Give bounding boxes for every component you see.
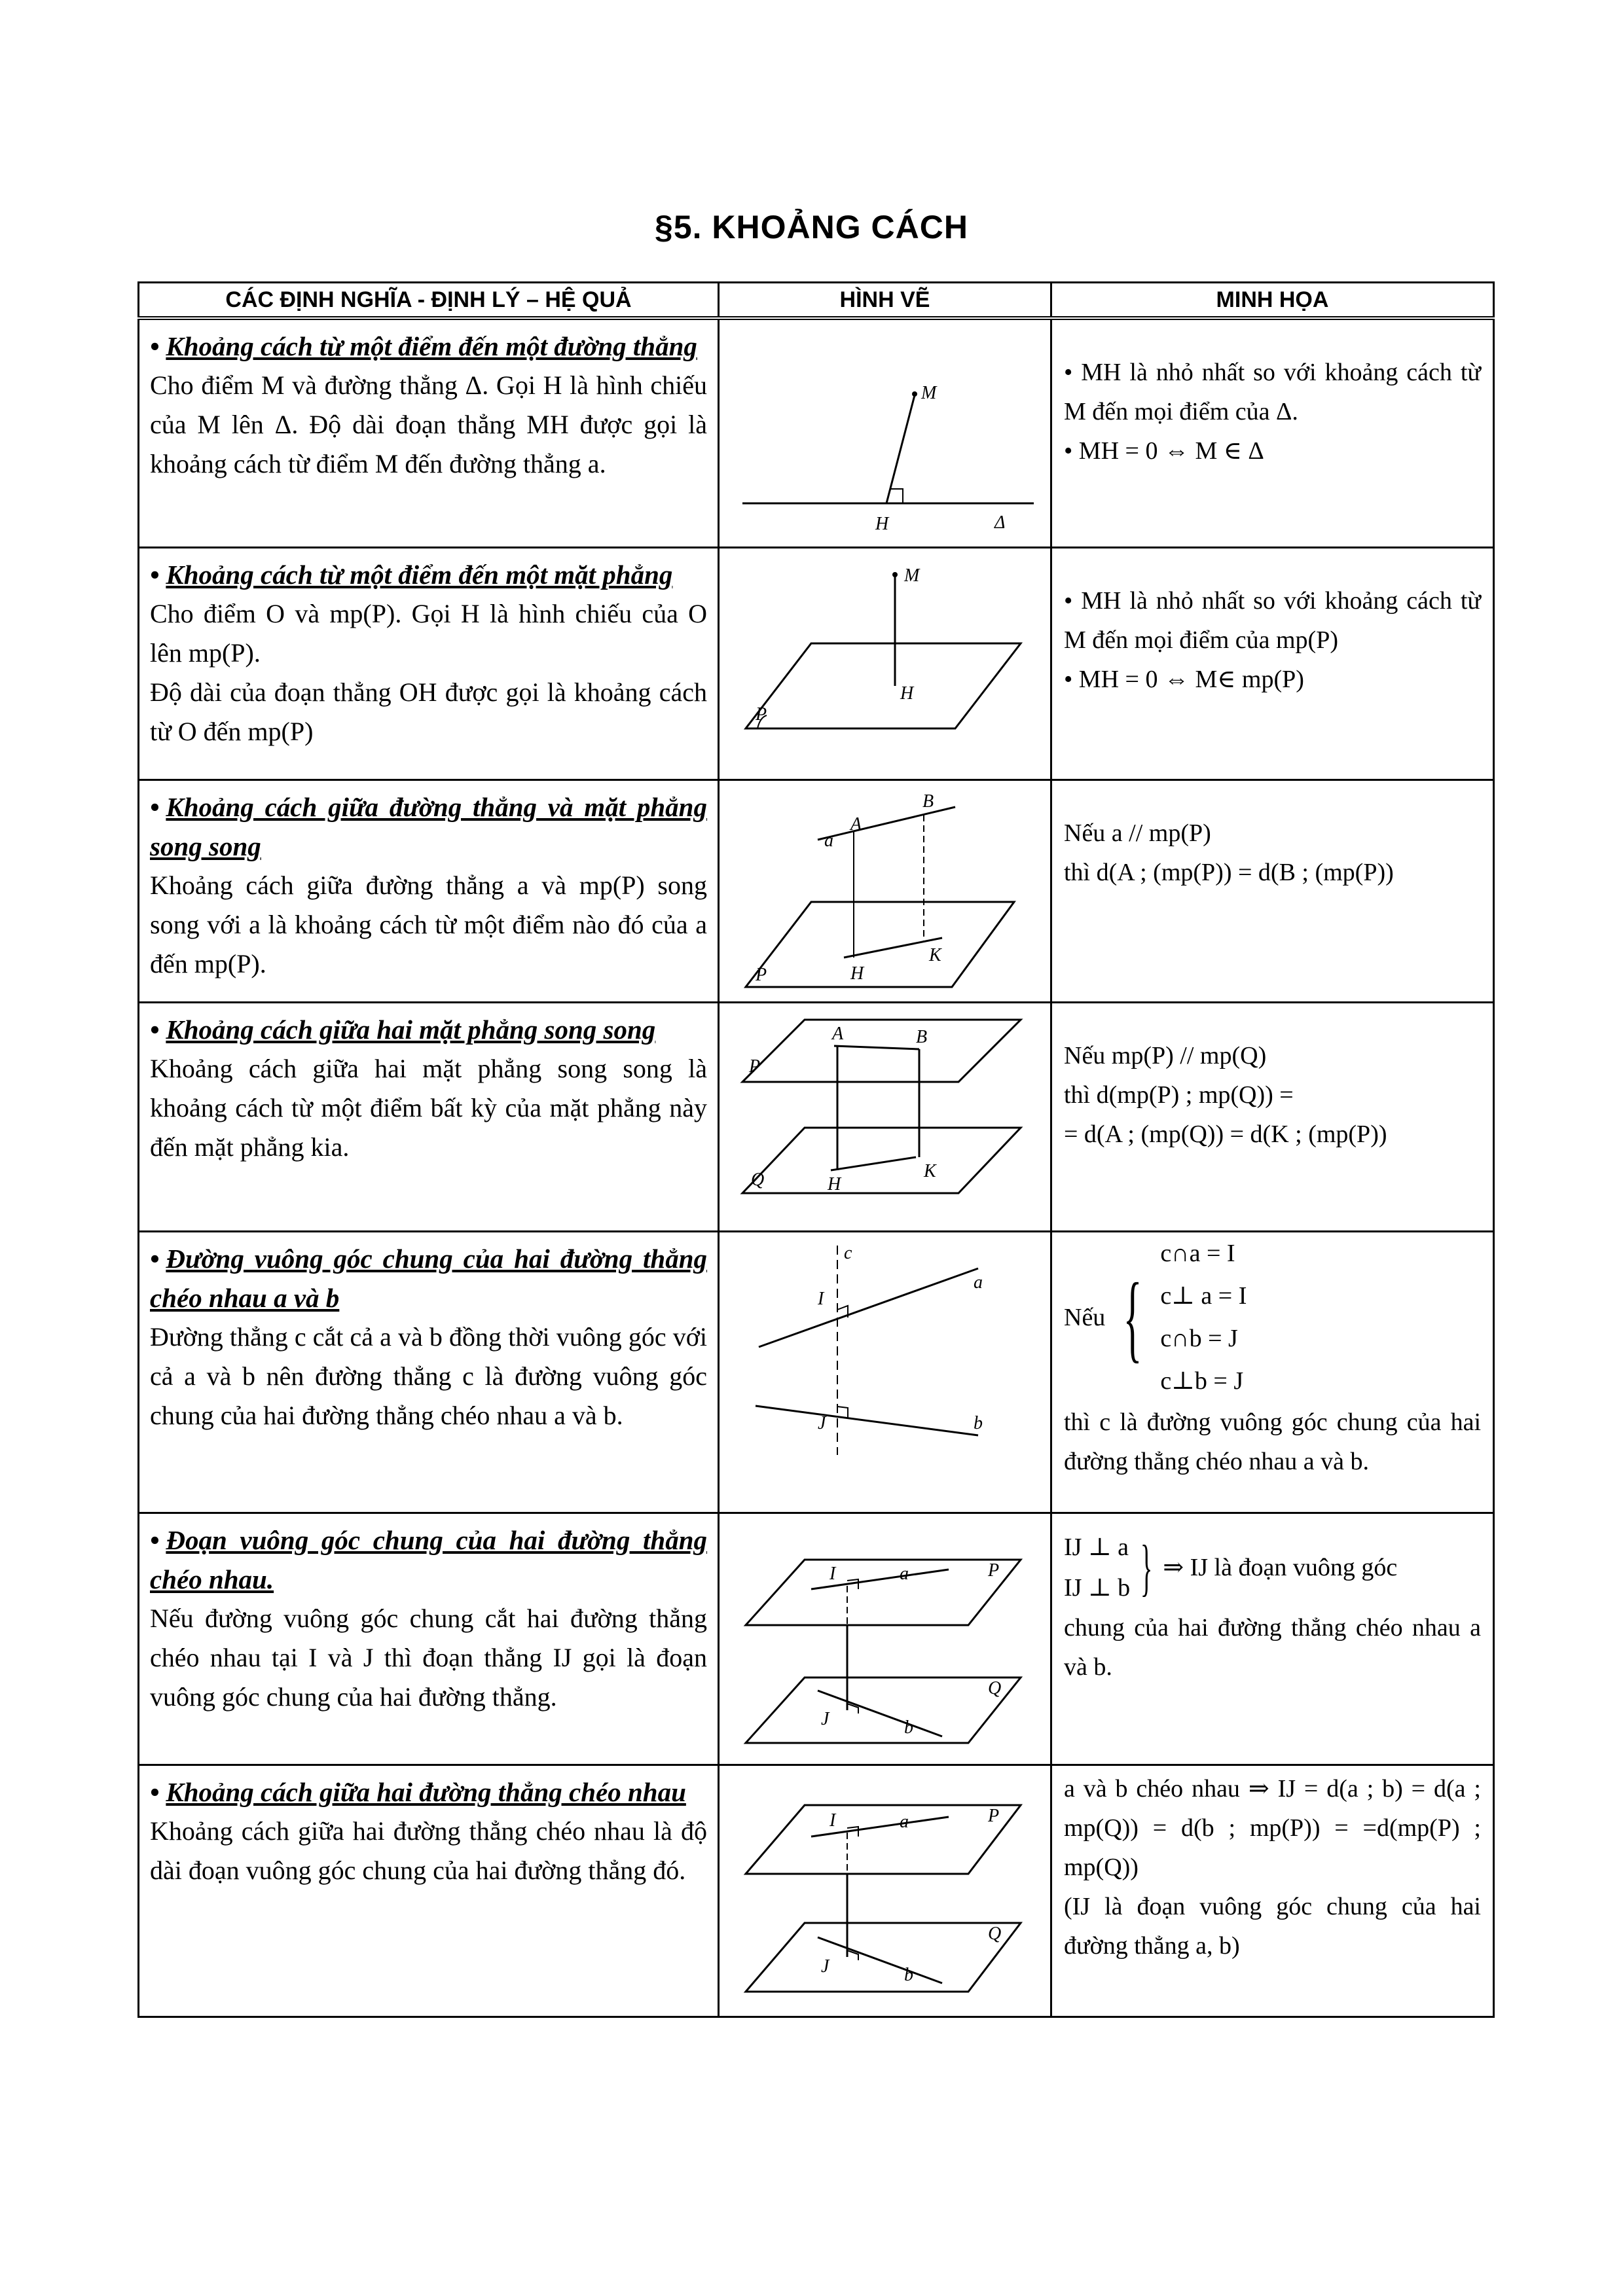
svg-text:Q: Q (988, 1677, 1002, 1698)
row-heading: • Khoảng cách giữa hai mặt phẳng song song (150, 1014, 656, 1045)
page-title: §5. KHOẢNG CÁCH (655, 209, 968, 245)
row-body: Độ dài của đoạn thẳng OH được gọi là khoảng cách từ O đến mp(P) (150, 677, 707, 746)
table-row (139, 1002, 1494, 1231)
svg-text:J: J (821, 1956, 830, 1977)
svg-text:I: I (818, 1288, 824, 1309)
svg-text:K: K (924, 1160, 936, 1181)
svg-text:A: A (850, 814, 862, 834)
figure-cell (719, 1231, 1051, 1513)
header-illustration: MINH HỌA (1051, 283, 1494, 319)
table-row (139, 780, 1494, 1002)
row-heading: • Đoạn vuông góc chung của hai đường thẳng chéo nhau. (150, 1524, 707, 1594)
table-row (139, 1513, 1494, 1765)
svg-text:a: a (824, 830, 833, 851)
definition-cell (139, 1765, 719, 2017)
condition-system (1064, 1232, 1481, 1403)
illustration-cell (1051, 547, 1494, 780)
system-line: c⊥b = J (1160, 1367, 1244, 1395)
row-body: Cho điểm M và đường thẳng Δ. Gọi H là hình chiếu của M lên Δ. Độ dài đoạn thẳng MH được gọi là khoảng cách từ điểm M đến đường thẳng a. (150, 370, 707, 478)
row-heading: • Khoảng cách giữa hai đường thẳng chéo nhau (150, 1776, 686, 1807)
header-definitions: CÁC ĐỊNH NGHĨA - ĐỊNH LÝ – HỆ QUẢ (139, 283, 719, 319)
svg-text:c: c (844, 1242, 852, 1263)
svg-text:Q: Q (751, 1169, 765, 1190)
svg-text:a: a (900, 1563, 909, 1584)
svg-text:Δ: Δ (994, 512, 1006, 533)
right-brace-icon: } (1140, 1532, 1153, 1602)
svg-text:B: B (922, 791, 934, 812)
system-line: c∩b = J (1160, 1324, 1238, 1352)
figure-cell (719, 318, 1051, 547)
row-body: Cho điểm O và mp(P). Gọi H là hình chiếu của O lên mp(P). (150, 598, 707, 668)
svg-text:I: I (830, 1810, 836, 1831)
illustration-line: thì d(mp(P) ; mp(Q)) = (1064, 1081, 1294, 1109)
system-line: IJ ⊥ b (1064, 1573, 1131, 1602)
left-brace-icon: { (1123, 1263, 1142, 1372)
svg-text:A: A (832, 1023, 844, 1044)
svg-text:M: M (904, 565, 920, 586)
system-conclusion: ⇒ IJ là đoạn vuông góc (1163, 1553, 1398, 1581)
figure-cell (719, 547, 1051, 780)
svg-text:J: J (821, 1708, 830, 1729)
system-prefix: Nếu (1064, 1303, 1106, 1331)
svg-text:P: P (988, 1560, 1000, 1581)
row-heading: • Khoảng cách giữa đường thẳng và mặt phẳng song song (150, 791, 707, 861)
illustration-cell (1051, 1513, 1494, 1765)
row-body: Nếu đường vuông góc chung cắt hai đường thẳng chéo nhau tại I và J thì đoạn thẳng IJ gọi là đoạn vuông góc chung của hai đường thẳng. (150, 1603, 707, 1712)
parallel-planes-distance-figure (720, 1003, 1052, 1229)
table-row (139, 547, 1494, 780)
system-lines (1160, 1232, 1247, 1403)
table-row (139, 1765, 1494, 2017)
illustration-line: • MH = 0 ⇔ M∈ mp(P) (1064, 665, 1304, 693)
illustration-line: Nếu mp(P) // mp(Q) (1064, 1041, 1267, 1069)
definition-cell (139, 547, 719, 780)
svg-text:a: a (974, 1272, 983, 1293)
svg-text:P: P (749, 1056, 761, 1077)
system-line: c∩a = I (1160, 1239, 1235, 1267)
illustration-cell (1051, 1765, 1494, 2017)
system-line: c⊥ a = I (1160, 1282, 1247, 1310)
theory-table (137, 281, 1495, 2018)
svg-text:H: H (900, 683, 914, 704)
illustration-line: • MH = 0 ⇔ M ∈ Δ (1064, 437, 1264, 465)
illustration-cell (1051, 318, 1494, 547)
svg-text:a: a (900, 1811, 909, 1832)
table-row (139, 1231, 1494, 1513)
svg-text:H: H (875, 514, 889, 534)
illustration-cell (1051, 780, 1494, 1002)
svg-text:b: b (904, 1964, 913, 1985)
svg-text:Q: Q (988, 1923, 1002, 1944)
skew-lines-distance-figure (720, 1766, 1052, 2015)
table-header-row (139, 283, 1494, 319)
svg-text:B: B (916, 1026, 928, 1047)
illustration-line: chung của hai đường thẳng chéo nhau a và b. (1064, 1613, 1481, 1681)
figure-cell (719, 1513, 1051, 1765)
row-heading: • Khoảng cách từ một điểm đến một đường thẳng (150, 331, 697, 361)
definition-cell (139, 780, 719, 1002)
row-body: Khoảng cách giữa đường thẳng a và mp(P) song song với a là khoảng cách từ một điểm nào đó của a đến mp(P). (150, 870, 707, 978)
svg-text:P: P (756, 964, 767, 985)
svg-text:b: b (974, 1412, 983, 1433)
row-heading: • Khoảng cách từ một điểm đến một mặt phẳng (150, 559, 673, 590)
illustration-line: • MH là nhỏ nhất so với khoảng cách từ M đến mọi điểm của Δ. (1064, 359, 1481, 425)
svg-text:H: H (850, 963, 864, 984)
system-line: IJ ⊥ a (1064, 1533, 1129, 1561)
svg-text:M: M (921, 383, 937, 403)
illustration-line: a và b chéo nhau ⇒ IJ = d(a ; b) = d(a ; mp(Q)) = d(b ; mp(P)) = =d(mp(P) ; mp(Q)) (1064, 1774, 1481, 1881)
condition-system (1064, 1527, 1481, 1608)
illustration-line: Nếu a // mp(P) (1064, 819, 1211, 847)
figure-cell (719, 780, 1051, 1002)
svg-text:b: b (904, 1717, 913, 1738)
common-perpendicular-figure (720, 1232, 1052, 1510)
row-body: Đường thẳng c cắt cả a và b đồng thời vuông góc với cả a và b nên đường thẳng c là đường vuông góc chung của hai đường thẳng chéo nhau a và b. (150, 1321, 707, 1430)
illustration-cell (1051, 1002, 1494, 1231)
illustration-line: thì d(A ; (mp(P)) = d(B ; (mp(P)) (1064, 858, 1394, 886)
svg-text:P: P (756, 704, 767, 725)
system-lines (1064, 1527, 1130, 1608)
line-plane-distance-figure (720, 781, 1052, 999)
point-plane-distance-figure (720, 548, 1052, 778)
definition-cell (139, 1231, 719, 1513)
table-row (139, 318, 1494, 547)
figure-cell (719, 1002, 1051, 1231)
definition-cell (139, 1002, 719, 1231)
row-body: Khoảng cách giữa hai mặt phẳng song song là khoảng cách từ một điểm bất kỳ của mặt phẳng này đến mặt phẳng kia. (150, 1053, 707, 1162)
row-heading: • Đường vuông góc chung của hai đường thẳng chéo nhau a và b (150, 1243, 707, 1313)
figure-cell (719, 1765, 1051, 2017)
svg-text:K: K (929, 944, 941, 965)
row-body: Khoảng cách giữa hai đường thẳng chéo nhau là độ dài đoạn vuông góc chung của hai đường thẳng đó. (150, 1816, 707, 1885)
definition-cell (139, 1513, 719, 1765)
svg-text:P: P (988, 1805, 1000, 1826)
illustration-line: thì c là đường vuông góc chung của hai đường thẳng chéo nhau a và b. (1064, 1408, 1481, 1475)
svg-text:I: I (830, 1563, 836, 1584)
illustration-line: = d(A ; (mp(Q)) = d(K ; (mp(P)) (1064, 1120, 1387, 1148)
illustration-cell (1051, 1231, 1494, 1513)
common-perpendicular-segment-figure (720, 1514, 1052, 1763)
header-figure: HÌNH VẼ (719, 283, 1051, 319)
point-line-distance-figure (720, 320, 1052, 545)
svg-text:H: H (828, 1174, 841, 1194)
svg-text:J: J (818, 1412, 826, 1433)
definition-cell (139, 318, 719, 547)
illustration-line: (IJ là đoạn vuông góc chung của hai đường thẳng a, b) (1064, 1892, 1481, 1960)
illustration-line: • MH là nhỏ nhất so với khoảng cách từ M đến mọi điểm của mp(P) (1064, 586, 1481, 654)
